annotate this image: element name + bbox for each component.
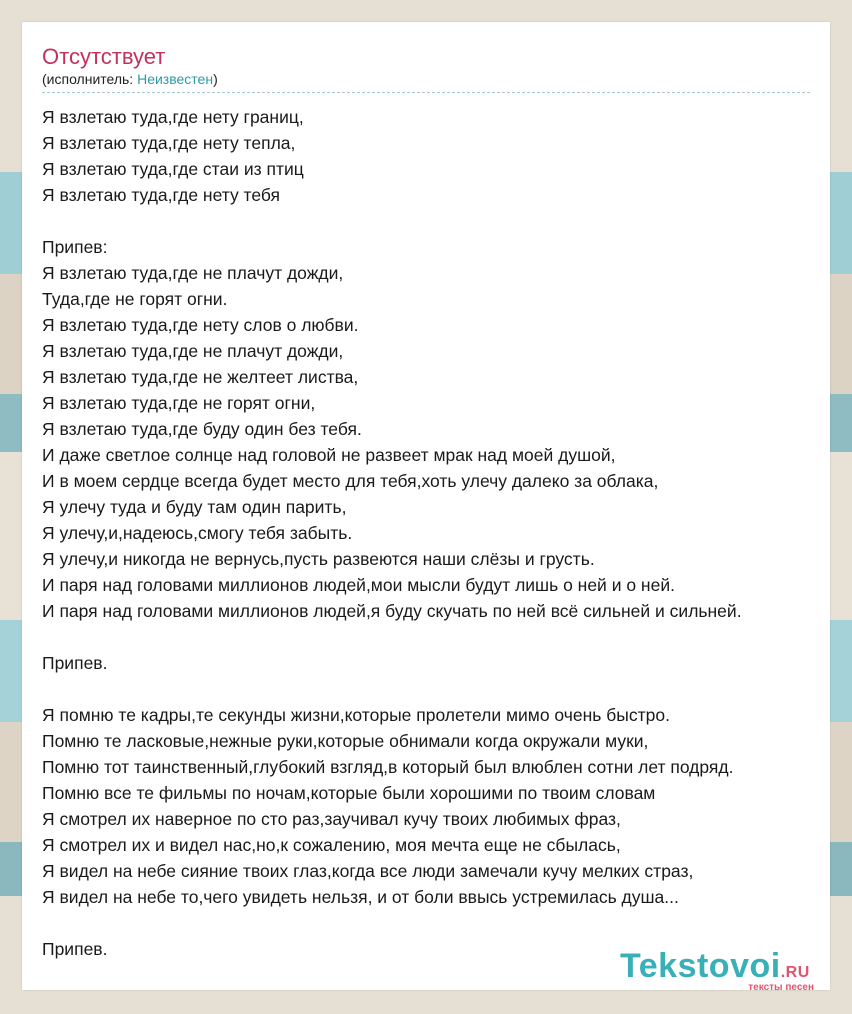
lyrics-line: Туда,где не горят огни.: [42, 289, 228, 309]
lyrics-line: Помню те ласковые,нежные руки,которые обнимали когда окружали муки,: [42, 731, 649, 751]
song-title: Отсутствует: [42, 44, 166, 69]
lyrics-line: [42, 624, 852, 650]
lyrics-line: И в моем сердце всегда будет место для тебя,хоть улечу далеко за облака,: [42, 471, 659, 491]
lyrics-line: Я улечу туда и буду там один парить,: [42, 497, 347, 517]
logo-tld: .RU: [780, 964, 810, 981]
artist-prefix: (исполнитель:: [42, 71, 138, 87]
artist-line: [42, 70, 810, 88]
lyrics-line: [42, 910, 852, 936]
lyrics-line: Я помню те кадры,те секунды жизни,которые пролетели мимо очень быстро.: [42, 705, 670, 725]
artist-suffix: ): [213, 71, 218, 87]
lyrics-line: Помню тот таинственный,глубокий взгляд,в который был влюблен сотни лет подряд.: [42, 757, 734, 777]
lyrics-line: Я взлетаю туда,где нету тепла,: [42, 133, 296, 153]
lyrics-line: Я смотрел их наверное по сто раз,заучивал кучу твоих любимых фраз,: [42, 809, 621, 829]
lyrics-line: И паря над головами миллионов людей,мои мысли будут лишь о ней и о ней.: [42, 575, 675, 595]
lyrics-text: [42, 104, 852, 962]
lyrics-line: Я видел на небе сияние твоих глаз,когда все люди замечали кучу мелких страз,: [42, 861, 694, 881]
artist-link[interactable]: Неизвестен: [137, 71, 214, 87]
lyrics-line: И даже светлое солнце над головой не развеет мрак над моей душой,: [42, 445, 616, 465]
lyrics-line: Я улечу,и,надеюсь,смогу тебя забыть.: [42, 523, 353, 543]
lyrics-line: Я взлетаю туда,где не плачут дожди,: [42, 341, 344, 361]
lyrics-line: И паря над головами миллионов людей,я буду скучать по ней всё сильней и сильней.: [42, 601, 742, 621]
lyrics-line: Я взлетаю туда,где не плачут дожди,: [42, 263, 344, 283]
lyrics-line: [42, 676, 852, 702]
lyrics-line: Я взлетаю туда,где стаи из птиц: [42, 159, 304, 179]
lyrics-line: Я улечу,и никогда не вернусь,пусть развеются наши слёзы и грусть.: [42, 549, 595, 569]
site-logo[interactable]: [620, 948, 830, 994]
song-header: [42, 44, 810, 93]
lyrics-line: Я видел на небе то,чего увидеть нельзя, и от боли ввысь устремилась душа...: [42, 887, 679, 907]
lyrics-line: Припев.: [42, 653, 108, 673]
lyrics-line: Я взлетаю туда,где не желтеет листва,: [42, 367, 359, 387]
lyrics-line: Я взлетаю туда,где нету границ,: [42, 107, 304, 127]
lyrics-line: Помню все те фильмы по ночам,которые были хорошими по твоим словам: [42, 783, 656, 803]
lyrics-line: Припев:: [42, 237, 108, 257]
lyrics-line: Я смотрел их и видел нас,но,к сожалению, моя мечта еще не сбылась,: [42, 835, 621, 855]
lyrics-line: Я взлетаю туда,где буду один без тебя.: [42, 419, 362, 439]
lyrics-line: Я взлетаю туда,где нету слов о любви.: [42, 315, 359, 335]
lyrics-line: Припев.: [42, 939, 108, 959]
lyrics-line: Я взлетаю туда,где не горят огни,: [42, 393, 316, 413]
lyrics-line: Я взлетаю туда,где нету тебя: [42, 185, 281, 205]
lyrics-line: [42, 208, 852, 234]
logo-name: Tekstovoi: [620, 947, 781, 985]
logo-tagline: тексты песен: [748, 982, 814, 993]
lyrics-card: [22, 22, 830, 993]
